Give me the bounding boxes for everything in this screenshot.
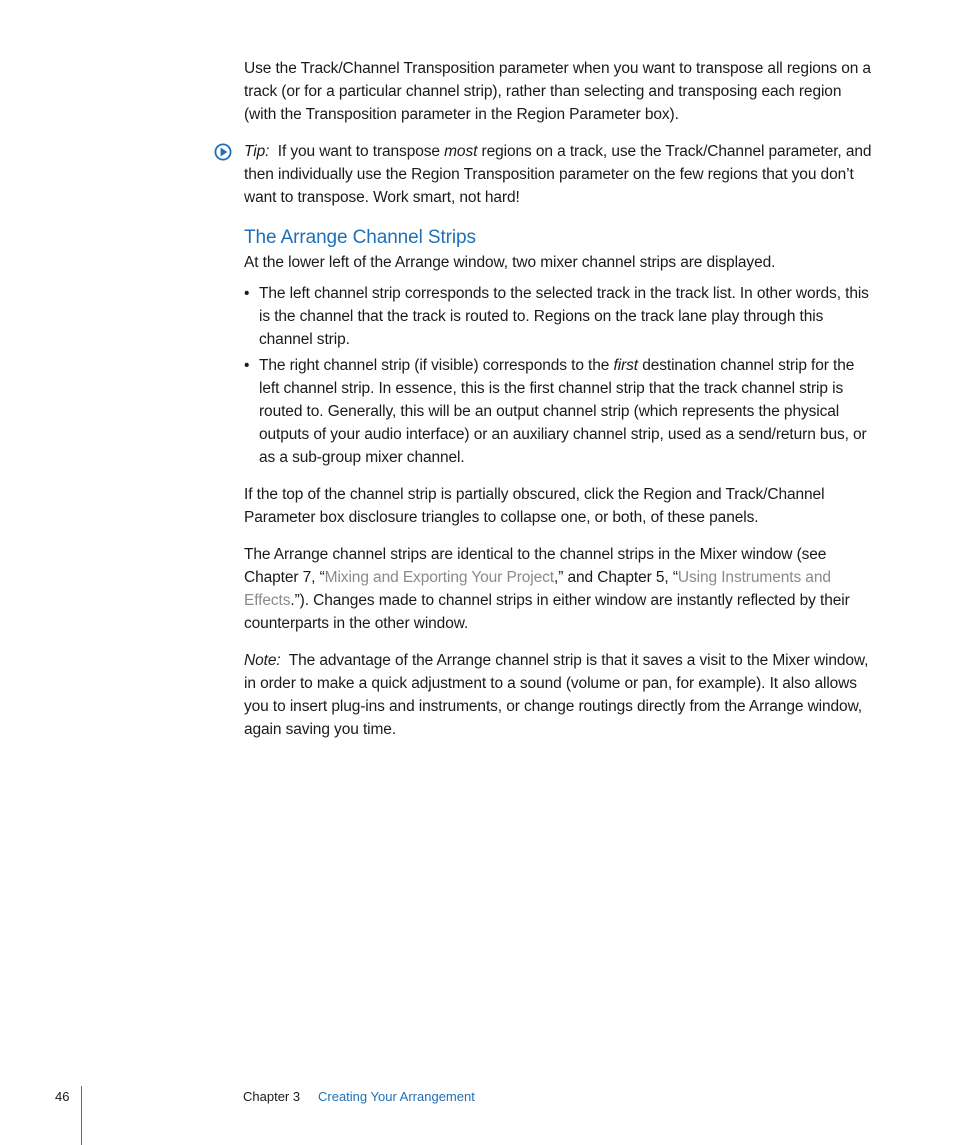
page-content (244, 57, 874, 741)
xref-link-instruments[interactable]: Using Instruments and Effects (244, 569, 831, 609)
section-heading: The Arrange Channel Strips (244, 227, 476, 248)
intro-paragraph: Use the Track/Channel Transposition parameter when you want to transpose all regions on a track (or for a particular channel strip), rather than selecting and transposing each region (with the Transposition parameter in the Region Parameter box). (244, 60, 871, 123)
note-paragraph (244, 649, 874, 741)
bullet-list (244, 282, 874, 469)
identical-part3: .”). Changes made to channel strips in either window are instantly reflected by their counterparts in the other window. (244, 592, 850, 632)
tip-label: Tip: (244, 143, 270, 160)
note-label: Note: (244, 652, 281, 669)
bullet-symbol: • (244, 357, 250, 374)
identical-paragraph (244, 543, 874, 635)
footer-chapter-title[interactable]: Creating Your Arrangement (318, 1089, 475, 1104)
xref-link-mixing[interactable]: Mixing and Exporting Your Project (324, 569, 554, 586)
list-item-text-after: destination channel strip for the left channel strip. In essence, this is the first channel strip that the track channel strip is routed to. Generally, this will be an output channel strip (which represents the physical outputs of your audio interface) or an auxiliary channel strip, used as a send/return bus, or as a sub-group mixer channel. (259, 357, 867, 466)
list-item-emphasis: first (613, 357, 638, 374)
footer-chapter-label: Chapter 3 (243, 1089, 301, 1104)
tip-paragraph (244, 140, 874, 209)
note-text: The advantage of the Arrange channel strip is that it saves a visit to the Mixer window, in order to make a quick adjustment to a sound (volume or pan, for example). It also allows you to insert plug-ins and instruments, or change routings directly from the Arrange window, again saving you time. (244, 652, 869, 738)
tip-block (244, 140, 874, 209)
tip-text-after: regions on a track, use the Track/Channel parameter, and then individually use the Region Transposition parameter on the few regions that you don’t want to transpose. Work smart, not hard! (244, 143, 872, 206)
bullet-symbol: • (244, 285, 250, 302)
list-item (244, 282, 874, 351)
page-number: 46 (55, 1089, 70, 1104)
tip-emphasis: most (444, 143, 478, 160)
obscured-paragraph: If the top of the channel strip is partially obscured, click the Region and Track/Channel Parameter box disclosure triangles to collapse one, or both, of these panels. (244, 486, 825, 526)
identical-part2: ,” and Chapter 5, “ (554, 569, 678, 586)
tip-text-before: If you want to transpose (277, 143, 445, 160)
section-intro: At the lower left of the Arrange window, two mixer channel strips are displayed. (244, 254, 776, 271)
list-item-text: The left channel strip corresponds to the selected track in the track list. In other words, this is the channel that the track is routed to. Regions on the track lane play through this channel strip. (259, 285, 869, 348)
list-item-text-before: The right channel strip (if visible) corresponds to the (259, 357, 614, 374)
footer-divider (81, 1086, 82, 1145)
list-item (244, 354, 874, 469)
play-circle-icon (214, 143, 232, 161)
identical-part1: The Arrange channel strips are identical to the channel strips in the Mixer window (see Chapter 7, “ (244, 546, 827, 586)
